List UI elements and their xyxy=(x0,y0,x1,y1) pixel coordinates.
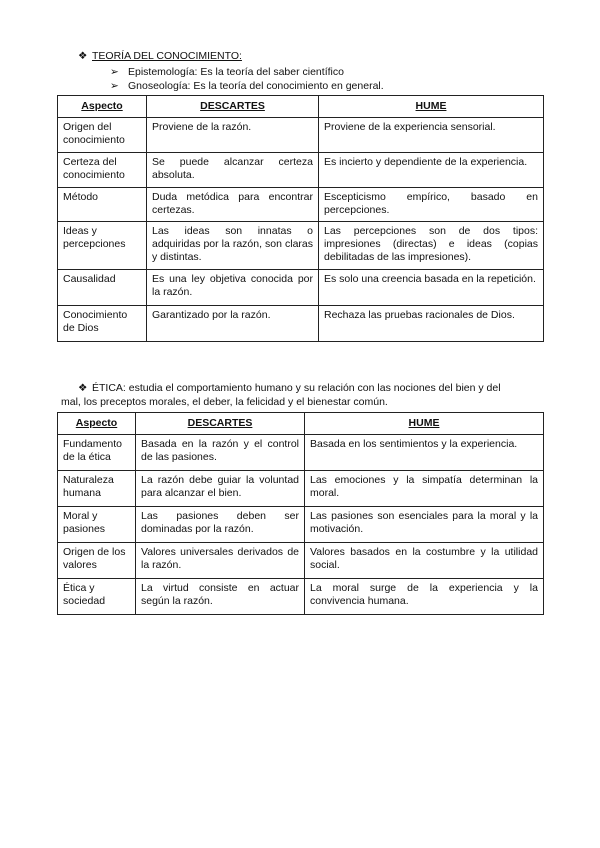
cell-aspect: Ética y sociedad xyxy=(58,579,136,615)
table-row xyxy=(58,153,544,188)
cell-hume: Rechaza las pruebas racionales de Dios. xyxy=(319,306,544,342)
diamond-bullet-icon: ❖ xyxy=(78,382,88,394)
header-aspecto: Aspecto xyxy=(58,413,136,435)
section1-heading: TEORÍA DEL CONOCIMIENTO: xyxy=(92,50,242,62)
cell-hume: Es incierto y dependiente de la experiencia. xyxy=(319,153,544,188)
table-row xyxy=(58,579,544,615)
knowledge-table xyxy=(57,95,544,342)
cell-hume: Valores basados en la costumbre y la utilidad social. xyxy=(305,543,544,579)
table-row xyxy=(58,188,544,222)
table-row xyxy=(58,507,544,543)
subitem-text: Gnoseología: Es la teoría del conocimiento en general. xyxy=(128,80,384,92)
cell-aspect: Fundamento de la ética xyxy=(58,435,136,471)
table-row xyxy=(58,118,544,153)
cell-descartes: Garantizado por la razón. xyxy=(147,306,319,342)
ethics-table xyxy=(57,412,544,615)
cell-descartes: Las pasiones deben ser dominadas por la razón. xyxy=(136,507,305,543)
cell-hume: Basada en los sentimientos y la experiencia. xyxy=(305,435,544,471)
header-hume: HUME xyxy=(319,96,544,118)
cell-hume: Las percepciones son de dos tipos: impresiones (directas) e ideas (copias debilitadas de las impresiones). xyxy=(319,222,544,270)
subitem-epistemologia xyxy=(110,66,344,78)
cell-aspect: Moral y pasiones xyxy=(58,507,136,543)
cell-descartes: Valores universales derivados de la razón. xyxy=(136,543,305,579)
table-row xyxy=(58,306,544,342)
section2-text-line2: mal, los preceptos morales, el deber, la felicidad y el bienestar común. xyxy=(61,396,388,408)
cell-hume: La moral surge de la experiencia y la convivencia humana. xyxy=(305,579,544,615)
header-descartes: DESCARTES xyxy=(136,413,305,435)
cell-hume: Las emociones y la simpatía determinan la moral. xyxy=(305,471,544,507)
cell-descartes: La virtud consiste en actuar según la razón. xyxy=(136,579,305,615)
cell-descartes: Es una ley objetiva conocida por la razón. xyxy=(147,270,319,306)
arrow-bullet-icon: ➢ xyxy=(110,66,119,78)
section2-intro xyxy=(78,381,544,396)
cell-aspect: Origen de los valores xyxy=(58,543,136,579)
cell-descartes: Basada en la razón y el control de las pasiones. xyxy=(136,435,305,471)
cell-hume: Escepticismo empírico, basado en percepciones. xyxy=(319,188,544,222)
section2-text-line1: ÉTICA: estudia el comportamiento humano y su relación con las nociones del bien y del xyxy=(92,382,501,394)
cell-aspect: Certeza del conocimiento xyxy=(58,153,147,188)
header-aspecto: Aspecto xyxy=(58,96,147,118)
cell-hume: Es solo una creencia basada en la repetición. xyxy=(319,270,544,306)
cell-descartes: Las ideas son innatas o adquiridas por la razón, son claras y distintas. xyxy=(147,222,319,270)
cell-hume: Las pasiones son esenciales para la moral y la motivación. xyxy=(305,507,544,543)
cell-aspect: Origen del conocimiento xyxy=(58,118,147,153)
table-row xyxy=(58,543,544,579)
cell-aspect: Ideas y percepciones xyxy=(58,222,147,270)
header-hume: HUME xyxy=(305,413,544,435)
cell-descartes: La razón debe guiar la voluntad para alcanzar el bien. xyxy=(136,471,305,507)
header-descartes: DESCARTES xyxy=(147,96,319,118)
table-row xyxy=(58,222,544,270)
table-row xyxy=(58,471,544,507)
cell-hume: Proviene de la experiencia sensorial. xyxy=(319,118,544,153)
subitem-text: Epistemología: Es la teoría del saber científico xyxy=(128,66,344,78)
arrow-bullet-icon: ➢ xyxy=(110,80,119,92)
table-row xyxy=(58,435,544,471)
cell-descartes: Proviene de la razón. xyxy=(147,118,319,153)
cell-descartes: Se puede alcanzar certeza absoluta. xyxy=(147,153,319,188)
table-row xyxy=(58,270,544,306)
cell-aspect: Método xyxy=(58,188,147,222)
section1-heading-line xyxy=(78,50,242,62)
cell-aspect: Naturaleza humana xyxy=(58,471,136,507)
subitem-gnoseologia xyxy=(110,80,384,92)
cell-aspect: Conocimiento de Dios xyxy=(58,306,147,342)
cell-descartes: Duda metódica para encontrar certezas. xyxy=(147,188,319,222)
diamond-bullet-icon: ❖ xyxy=(78,50,88,62)
cell-aspect: Causalidad xyxy=(58,270,147,306)
